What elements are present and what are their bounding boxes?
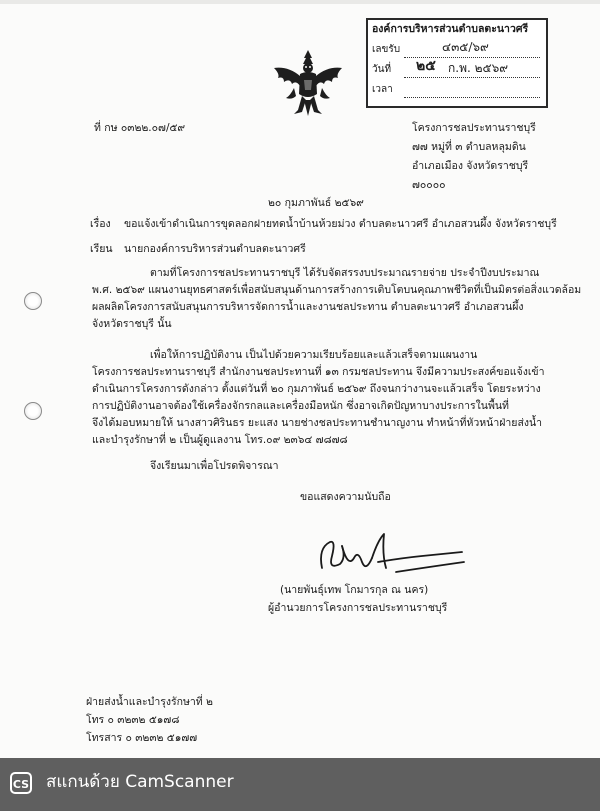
recipient-label: เรียน xyxy=(90,243,113,255)
paragraph-1-line-2: พ.ศ. ๒๕๖๙ แผนงานยุทธศาสตร์เพื่อสนับสนุนด้านการสร้างการเติบโตบนคุณภาพชีวิตที่เป็นมิตรต่อสิ่งแวดล้อม xyxy=(92,284,582,296)
stamp-time-line xyxy=(404,97,540,98)
hole-punch-bottom xyxy=(24,402,42,420)
paragraph-2-line-3: ดำเนินการโครงการดังกล่าว ตั้งแต่วันที่ ๒๐ กุมภาพันธ์ ๒๕๖๙ ถึงจนกว่างานจะแล้วเสร็จ โดยระหว่าง xyxy=(92,383,541,395)
paragraph-2-line-4: การปฏิบัติงานอาจต้องใช้เครื่องจักรกลและเครื่องมือหนัก ซึ่งอาจเกิดปัญหาบางประการในพื้นที่ xyxy=(92,400,509,412)
garuda-emblem-icon xyxy=(270,48,346,118)
paragraph-1-line-1: ตามที่โครงการชลประทานราชบุรี ได้รับจัดสรรงบประมาณรายจ่าย ประจำปีงบประมาณ xyxy=(150,267,540,279)
sender-address-line1: ๗๗ หมู่ที่ ๓ ตำบลหลุมดิน xyxy=(412,141,526,153)
paragraph-2-line-2: โครงการชลประทานราชบุรี สำนักงานชลประทานที่ ๑๓ กรมชลประทาน จึงมีความประสงค์ขอแจ้งเข้า xyxy=(92,366,545,378)
signer-name: (นายพันธุ์เทพ โกมารกุล ณ นคร) xyxy=(280,584,429,596)
stamp-date-line xyxy=(404,77,540,78)
stamp-time-label: เวลา xyxy=(372,84,393,95)
paragraph-2-line-5: จึงได้มอบหมายให้ นางสาวศิรินธร ยะแสง นายช่างชลประทานชำนาญงาน ทำหน้าที่หัวหน้าฝ่ายส่งน้ำ xyxy=(92,417,543,429)
recipient-text: นายกองค์การบริหารส่วนตำบลตะนาวศรี xyxy=(124,243,306,255)
footer-fax: โทรสาร ๐ ๓๒๓๒ ๕๑๗๗ xyxy=(86,732,198,744)
camscanner-text: สแกนด้วย CamScanner xyxy=(46,772,234,792)
receipt-stamp xyxy=(366,18,548,108)
subject-text: ขอแจ้งเข้าดำเนินการขุดลอกฝายทดน้ำบ้านห้วยม่วง ตำบลตะนาวศรี อำเภอสวนผึ้ง จังหวัดราชบุรี xyxy=(124,218,557,230)
footer-telephone: โทร ๐ ๓๒๓๒ ๕๑๗๘ xyxy=(86,714,180,726)
stamp-date-label: วันที่ xyxy=(372,64,392,75)
stamp-receipt-label: เลขรับ xyxy=(372,44,401,55)
paragraph-2-line-6: และบำรุงรักษาที่ ๒ เป็นผู้ดูแลงาน โทร.๐๙ ๒๓๖๔ ๗๘๗๘ xyxy=(92,434,348,446)
paragraph-1-line-3: ผลผลิตโครงการสนับสนุนการบริหารจัดการน้ำและงานชลประทาน ตำบลตะนาวศรี อำเภอสวนผึ้ง xyxy=(92,301,524,313)
paragraph-1-line-4: จังหวัดราชบุรี นั้น xyxy=(92,318,172,330)
closing-request: จึงเรียนมาเพื่อโปรดพิจารณา xyxy=(150,460,279,472)
hole-punch-top xyxy=(24,292,42,310)
camscanner-watermark-bar xyxy=(0,758,600,811)
stamp-org-name: องค์การบริหารส่วนตำบลตะนาวศรี xyxy=(372,23,529,35)
camscanner-logo-icon: CS xyxy=(10,772,32,794)
stamp-month-year: ก.พ. ๒๕๖๙ xyxy=(448,61,509,75)
subject-label: เรื่อง xyxy=(90,218,111,230)
handwritten-signature xyxy=(312,528,472,586)
paragraph-2-line-1: เพื่อให้การปฏิบัติงาน เป็นไปด้วยความเรียบร้อยและแล้วเสร็จตามแผนงาน xyxy=(150,349,478,361)
sender-address-line2: อำเภอเมือง จังหวัดราชบุรี xyxy=(412,160,529,172)
stamp-day: ๒๕ xyxy=(416,58,436,74)
stamp-receipt-number: ๔๓๕/๖๙ xyxy=(442,40,489,54)
sender-postcode: ๗๐๐๐๐ xyxy=(412,179,446,191)
letter-date: ๒๐ กุมภาพันธ์ ๒๕๖๙ xyxy=(268,197,364,209)
closing-phrase: ขอแสดงความนับถือ xyxy=(300,491,391,503)
signer-position: ผู้อำนวยการโครงการชลประทานราชบุรี xyxy=(268,602,448,614)
sender-office: โครงการชลประทานราชบุรี xyxy=(412,122,536,134)
footer-department: ฝ่ายส่งน้ำและบำรุงรักษาที่ ๒ xyxy=(86,696,213,708)
reference-number: ที่ กษ ๐๓๒๒.๐๗/๕๙ xyxy=(94,122,186,134)
scan-top-edge xyxy=(0,0,600,4)
